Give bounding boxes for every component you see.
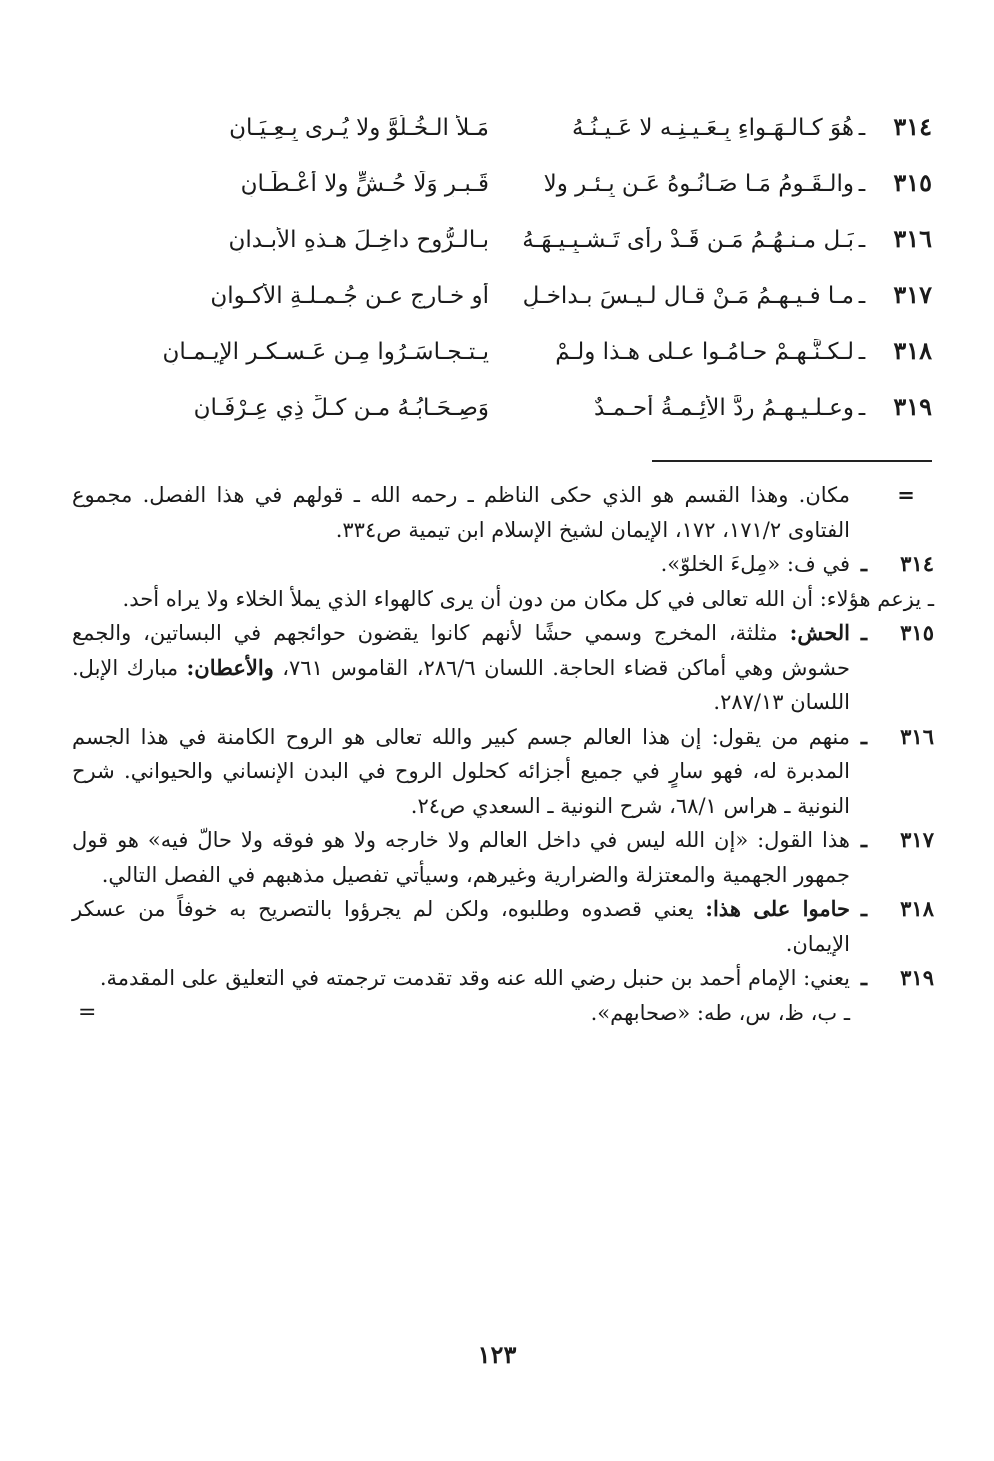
footnote-319-sub: [72, 996, 934, 1031]
footnote-dash: ـ: [860, 965, 868, 990]
verse-number: ٣١٩: [893, 392, 932, 421]
footnote-number: ٣١٤: [900, 551, 934, 576]
verse-second-hemistich: وَصِـحَـابُـهُ مـن كـلِّ ذِي عِـرْفَـانِ: [193, 395, 489, 421]
term-hash: الحش:: [789, 620, 850, 645]
footnote-315: [72, 616, 934, 720]
verse-number: ٣١٥: [893, 168, 932, 197]
verse-315: [70, 168, 932, 224]
continuation-marker: =: [78, 999, 97, 1025]
footnote-dash: ـ: [860, 620, 868, 645]
footnote-text-part: يعني قصدوه وطلبوه، ولكن لم يجرؤوا بالتصريح به خوفاً من عسكر الإيمان.: [72, 897, 850, 956]
verse-first-hemistich: هُوَ كـالـهَـواءِ بِـعَـيـنِـه لا عَـيـنُـهُ: [571, 115, 854, 141]
verse-first-hemistich: وعـلـيـهـمُ ردَّ الأئِـمـةُ أحـمـدٌ: [594, 395, 854, 421]
verse-separator: ـ: [858, 396, 866, 421]
footnote-dash: ـ: [860, 551, 868, 576]
footnote-text: هذا القول: «إن الله ليس في داخل العالم ولا خارجه ولا هو فوقه ولا حالّ فيه» هو قول جمهور الجهمية والمعتزلة والضرارية وغيرهم، وسيأتي تفصيل مذهبهم في الفصل التالي.: [72, 828, 850, 887]
verse-number: ٣١٨: [893, 336, 932, 365]
verse-316: [70, 224, 932, 280]
verse-first-hemistich: بَـل مـنـهُـمُ مَـن قَـدْ رأى تَـشـبِـيـهَـهُ: [522, 227, 854, 253]
verse-separator: ـ: [858, 172, 866, 197]
verse-separator: ـ: [858, 340, 866, 365]
term-aatan: والأعطان:: [186, 654, 274, 680]
page-number: ١٢٣: [477, 1340, 517, 1369]
verse-separator: ـ: [858, 284, 866, 309]
footnote-continuation: [72, 478, 934, 547]
footnote-dash: [850, 478, 878, 547]
footnote-317: [72, 823, 934, 892]
footnote-number: ٣١٥: [900, 620, 934, 645]
footnote-text: [72, 892, 850, 961]
footnote-318: [72, 892, 934, 961]
footnote-text: [72, 616, 850, 720]
verse-separator: ـ: [858, 228, 866, 253]
footnote-314: [72, 547, 934, 582]
footnote-dash: ـ: [860, 896, 868, 921]
verse-314: [70, 112, 932, 168]
verse-318: [70, 336, 932, 392]
verse-number: ٣١٤: [893, 112, 932, 141]
footnote-text: منهم من يقول: إن هذا العالم جسم كبير والله تعالى هو الروح الكامنة في هذا الجسم المدبرة له، فهو سارٍ في جميع أجزائه كحلول الروح في البدن الإنساني والحيواني. شرح النونية ـ هراس ٦٨/١، شرح النونية ـ السعدي ص٢٤.: [72, 724, 850, 818]
footnotes: [72, 478, 934, 1030]
verse-first-hemistich: والـقَـومُ مَـا صَـانُـوهُ عَـن بِـئـرٍ ولا: [543, 171, 854, 197]
footnote-number: ٣١٩: [900, 965, 934, 990]
footnote-dash: ـ: [860, 827, 868, 852]
verse-319: [70, 392, 932, 448]
footnote-314-sub: [72, 582, 934, 617]
footnote-last-row: [72, 996, 850, 1031]
verse-number: ٣١٦: [893, 224, 932, 253]
verse-second-hemistich: مَـلأ الـخُـلُوَّ ولا يُـرى بِـعِـيَـانِ: [229, 115, 489, 141]
footnote-divider: [652, 460, 932, 462]
footnote-text: يعني: الإمام أحمد بن حنبل رضي الله عنه وقد تقدمت ترجمته في التعليق على المقدمة.: [99, 966, 850, 990]
footnote-number: ٣١٦: [900, 723, 934, 749]
verse-317: [70, 280, 932, 336]
footnote-text-part: مثلثة، المخرج وسمي حشًا لأنهم كانوا يقضون حوائجهم في البساتين، والجمع حشوش وهي أماكن قضاء الحاجة. اللسان ٢٨٦/٦، القاموس ٧٦١،: [72, 621, 850, 680]
verse-second-hemistich: يـتـجـاسَـرُوا مِـن عَـسـكـرِ الإيـمـانِ: [162, 339, 489, 365]
footnote-text: مكان. وهذا القسم هو الذي حكى الناظم ـ رحمه الله ـ قولهم في هذا الفصل. مجموع الفتاوى ١٧١/٢، ١٧٢، الإيمان لشيخ الإسلام ابن تيمية ص٣٣٤.: [72, 483, 850, 542]
footnote-number: ٣١٧: [900, 827, 934, 852]
footnote-text: في ف: «مِلءَ الخلوّ».: [660, 552, 850, 576]
verse-second-hemistich: أو خـارجٍ عـن جُـمـلـةِ الأكـوانِ: [210, 283, 489, 309]
verse-second-hemistich: قَـبـرٍ وَلَا حُـشٍّ ولا أعْـطَـانِ: [240, 171, 489, 197]
footnote-319: [72, 961, 934, 996]
footnote-number: ٣١٨: [900, 896, 934, 921]
verse-number: ٣١٧: [893, 280, 932, 309]
term-hamu: حاموا على هذا:: [705, 896, 850, 921]
verse-block: [70, 112, 932, 448]
footnote-316: [72, 720, 934, 824]
verse-second-hemistich: بـالـرُّوحِ داخِـلَ هـذهِ الأبـدانِ: [228, 227, 489, 253]
verse-first-hemistich: لـكـنَّـهـمْ حـامُـوا عـلى هـذا ولـمْ: [555, 339, 854, 365]
footnote-text: ـ يزعم هؤلاء: أن الله تعالى في كل مكان من دون أن يرى كالهواء الذي يملأ الخلاء ولا يراه أحد.: [122, 586, 934, 611]
footnote-text: ـ ب، ظ، س، طه: «صحابهم».: [590, 1000, 850, 1025]
verse-first-hemistich: مـا فـيـهـمُ مَـنْ قـال لـيـسَ بـداخـلٍ: [522, 283, 854, 309]
footnote-dash: ـ: [860, 723, 868, 749]
footnote-text-part: مبارك الإبل. اللسان ٢٨٧/١٣.: [72, 655, 850, 714]
continuation-marker: =: [897, 482, 915, 507]
verse-separator: ـ: [858, 116, 866, 141]
